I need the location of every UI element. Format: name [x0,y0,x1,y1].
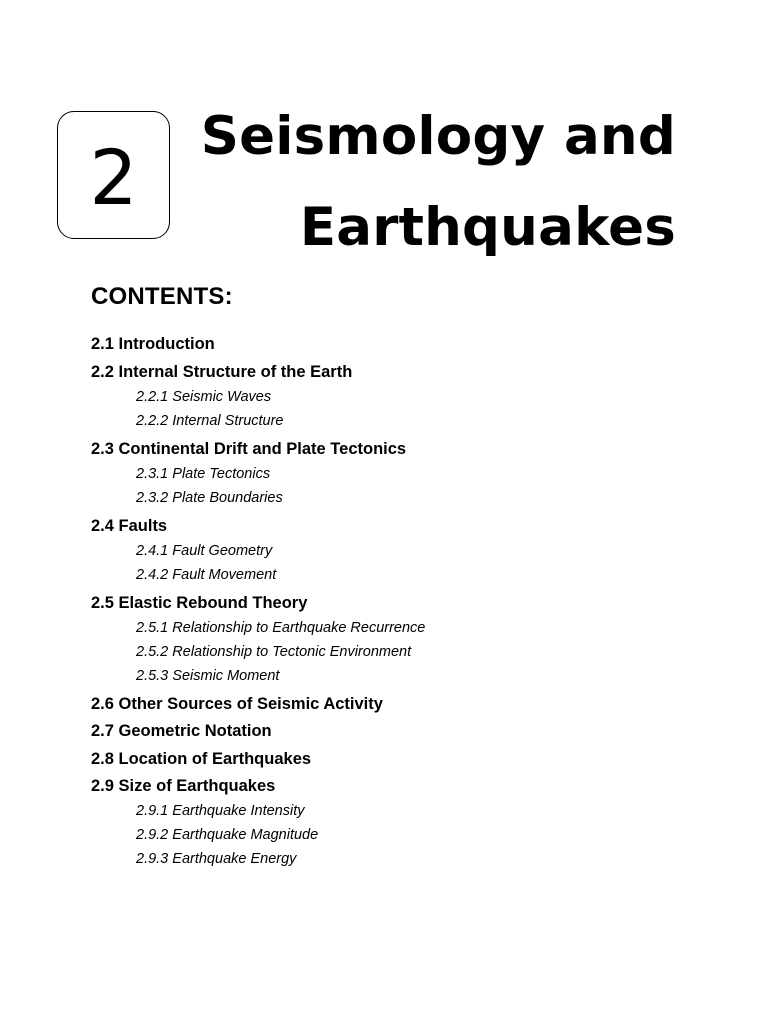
toc-section: 2.5 Elastic Rebound Theory [91,593,308,612]
toc-section: 2.8 Location of Earthquakes [91,749,312,768]
toc-section: 2.7 Geometric Notation [91,722,272,740]
toc-section: 2.2 Internal Structure of the Earth [91,362,353,381]
toc-section: 2.9 Size of Earthquakes [91,777,276,795]
toc-subsection: 2.2.2 Internal Structure [136,412,284,429]
toc-section: 2.1 Introduction [91,335,215,353]
toc-subsection: 2.5.1 Relationship to Earthquake Recurrence [136,619,426,636]
toc-subsection: 2.4.1 Fault Geometry [136,542,273,559]
toc-subsection: 2.2.1 Seismic Waves [136,388,272,405]
contents-heading: CONTENTS: [91,283,233,310]
toc-section: 2.4 Faults [91,516,168,535]
chapter-number-box [57,111,170,239]
toc-subsection: 2.5.3 Seismic Moment [136,667,280,684]
toc-subsection: 2.3.1 Plate Tectonics [136,465,271,482]
chapter-title-line-2: Earthquakes [299,197,676,258]
toc-subsection: 2.9.2 Earthquake Magnitude [136,827,319,843]
chapter-number: 2 [89,133,138,222]
toc-subsection: 2.9.3 Earthquake Energy [136,851,297,867]
toc-section: 2.3 Continental Drift and Plate Tectonics [91,439,407,458]
table-of-contents [91,331,731,871]
toc-subsection: 2.5.2 Relationship to Tectonic Environment [136,643,412,660]
toc-subsection: 2.3.2 Plate Boundaries [136,489,283,506]
chapter-title-line-1: Seismology and [200,106,676,167]
toc-section: 2.6 Other Sources of Seismic Activity [91,694,383,713]
toc-subsection: 2.9.1 Earthquake Intensity [136,803,305,819]
toc-subsection: 2.4.2 Fault Movement [136,566,277,583]
